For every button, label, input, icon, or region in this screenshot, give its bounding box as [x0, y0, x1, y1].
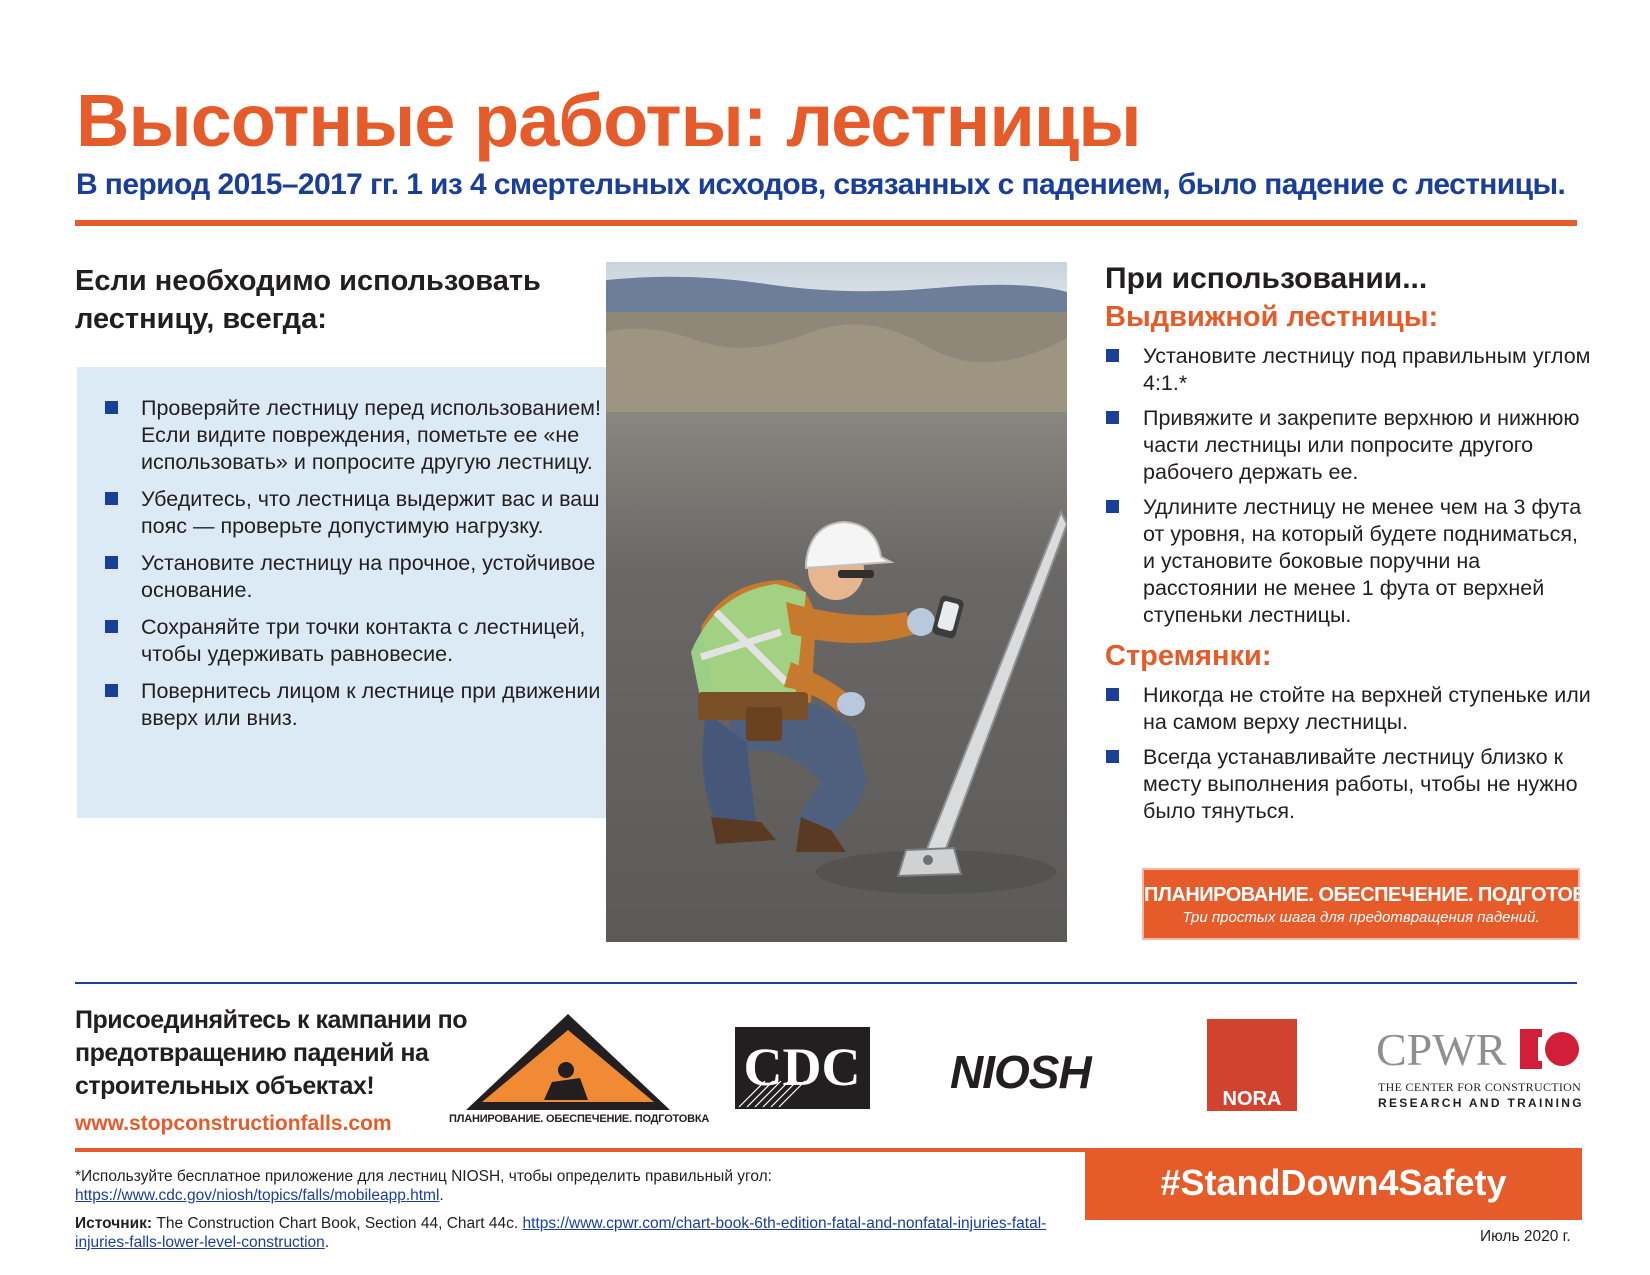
step-ladder-heading: Стремянки:	[1105, 640, 1272, 672]
list-item-text: Привяжите и закрепите верхнюю и нижнюю части лестницы или попросите другого рабочего держать ее.	[1143, 406, 1580, 484]
list-item-text: Установите лестницу под правильным углом 4:1.*	[1143, 344, 1591, 395]
list-item	[105, 550, 627, 604]
niosh-logo: NIOSH	[950, 1046, 1091, 1098]
footer-divider	[75, 982, 1577, 984]
standdown-hashtag: #StandDown4Safety	[1085, 1148, 1582, 1220]
list-item	[1105, 494, 1595, 629]
bullet-square-icon	[1106, 750, 1119, 763]
list-item-text: Проверяйте лестницу перед использованием! Если видите повреждения, пометьте ее «не использовать» и попросите другую лестницу.	[141, 396, 601, 474]
note-end: .	[439, 1187, 444, 1204]
list-item	[105, 395, 627, 476]
list-item-text: Удлините лестницу не менее чем на 3 фута от уровня, на который будете подниматься, и установите боковые поручни на расстоянии не менее 1 фута от верхней ступеньки лестницы.	[1143, 495, 1582, 627]
bullet-square-icon	[1106, 349, 1119, 362]
cpwr-source-link[interactable]: https://www.cpwr.com/chart-book-6th-edition-fatal-and-nonfatal-injuries-fatal-injuries-falls-lower-level-construction	[75, 1215, 1047, 1251]
list-item-text: Убедитесь, что лестница выдержит вас и ваш пояс — проверьте допустимую нагрузку.	[141, 487, 600, 538]
ladder-app-note	[75, 1167, 1075, 1205]
source-text: The Construction Chart Book, Section 44, Chart 44c.	[152, 1215, 523, 1232]
page-subtitle: В период 2015–2017 гг. 1 из 4 смертельных исходов, связанных с падением, было падение с лестницы.	[76, 168, 1566, 201]
publication-date: Июль 2020 г.	[1480, 1228, 1571, 1245]
worker-inspecting-ladder-illustration	[606, 262, 1067, 942]
bullet-square-icon	[1106, 500, 1119, 513]
list-item	[1105, 405, 1595, 486]
list-item-text: Повернитесь лицом к лестнице при движении вверх или вниз.	[141, 679, 601, 730]
triangle-logo-caption: ПЛАНИРОВАНИЕ. ОБЕСПЕЧЕНИЕ. ПОДГОТОВКА	[449, 1113, 710, 1125]
source-end: .	[324, 1234, 330, 1251]
bullet-square-icon	[105, 401, 118, 414]
bullet-square-icon	[105, 620, 118, 633]
list-item-text: Никогда не стойте на верхней ступеньке или на самом верху лестницы.	[1143, 683, 1591, 734]
list-item	[105, 678, 627, 732]
plan-provide-train-banner	[1142, 868, 1618, 940]
list-item-text: Сохраняйте три точки контакта с лестницей, чтобы удерживать равновесие.	[141, 615, 586, 666]
cdc-logo	[735, 1027, 870, 1109]
list-item-text: Установите лестницу на прочное, устойчивое основание.	[141, 551, 596, 602]
plan-banner-title: ПЛАНИРОВАНИЕ. ОБЕСПЕЧЕНИЕ. ПОДГОТОВКА.	[1144, 884, 1618, 906]
extension-ladder-heading: Выдвижной лестницы:	[1105, 301, 1439, 333]
note-text: *Используйте бесплатное приложение для лестниц NIOSH, чтобы определить правильный угол:	[75, 1168, 772, 1185]
cpwr-logo-mark-icon	[1520, 1025, 1580, 1075]
campaign-link[interactable]: www.stopconstructionfalls.com	[75, 1112, 392, 1135]
bullet-square-icon	[1106, 688, 1119, 701]
always-checklist-box	[77, 367, 647, 818]
bullet-square-icon	[105, 556, 118, 569]
niosh-app-link[interactable]: https://www.cdc.gov/niosh/topics/falls/mobileapp.html	[75, 1187, 440, 1204]
list-item	[1105, 744, 1595, 825]
list-item	[1105, 682, 1595, 736]
source-note	[75, 1214, 1075, 1252]
left-heading: Если необходимо использовать лестницу, всегда:	[75, 265, 541, 335]
extension-ladder-list	[1105, 343, 1595, 637]
cpwr-logo-line1: THE CENTER FOR CONSTRUCTION	[1378, 1080, 1582, 1094]
list-item	[105, 614, 627, 668]
plan-banner-tagline: Три простых шага для предотвращения падений.	[1182, 909, 1540, 926]
list-item	[1105, 343, 1595, 397]
always-checklist	[105, 395, 627, 732]
cdc-logo-text: CDC	[743, 1037, 861, 1097]
bullet-square-icon	[105, 684, 118, 697]
nora-logo-text: NORA	[1222, 1088, 1282, 1110]
cpwr-logo-line2: RESEARCH AND TRAINING	[1378, 1096, 1584, 1110]
cpwr-logo: CPWR	[1376, 1024, 1507, 1075]
list-item-text: Всегда устанавливайте лестницу близко к месту выполнения работы, чтобы не нужно было тянуться.	[1143, 745, 1578, 823]
source-label: Источник:	[75, 1215, 153, 1232]
title-divider	[75, 220, 1577, 226]
page-title: Высотные работы: лестницы	[76, 79, 1141, 162]
step-ladder-list	[1105, 682, 1595, 833]
right-heading: При использовании...	[1105, 262, 1428, 295]
bullet-square-icon	[1106, 411, 1119, 424]
campaign-text: Присоединяйтесь к кампании по предотвращению падений на строительных объектах!	[75, 1006, 468, 1100]
footer-orange-rule	[75, 1148, 1085, 1152]
bullet-square-icon	[105, 492, 118, 505]
list-item	[105, 486, 627, 540]
